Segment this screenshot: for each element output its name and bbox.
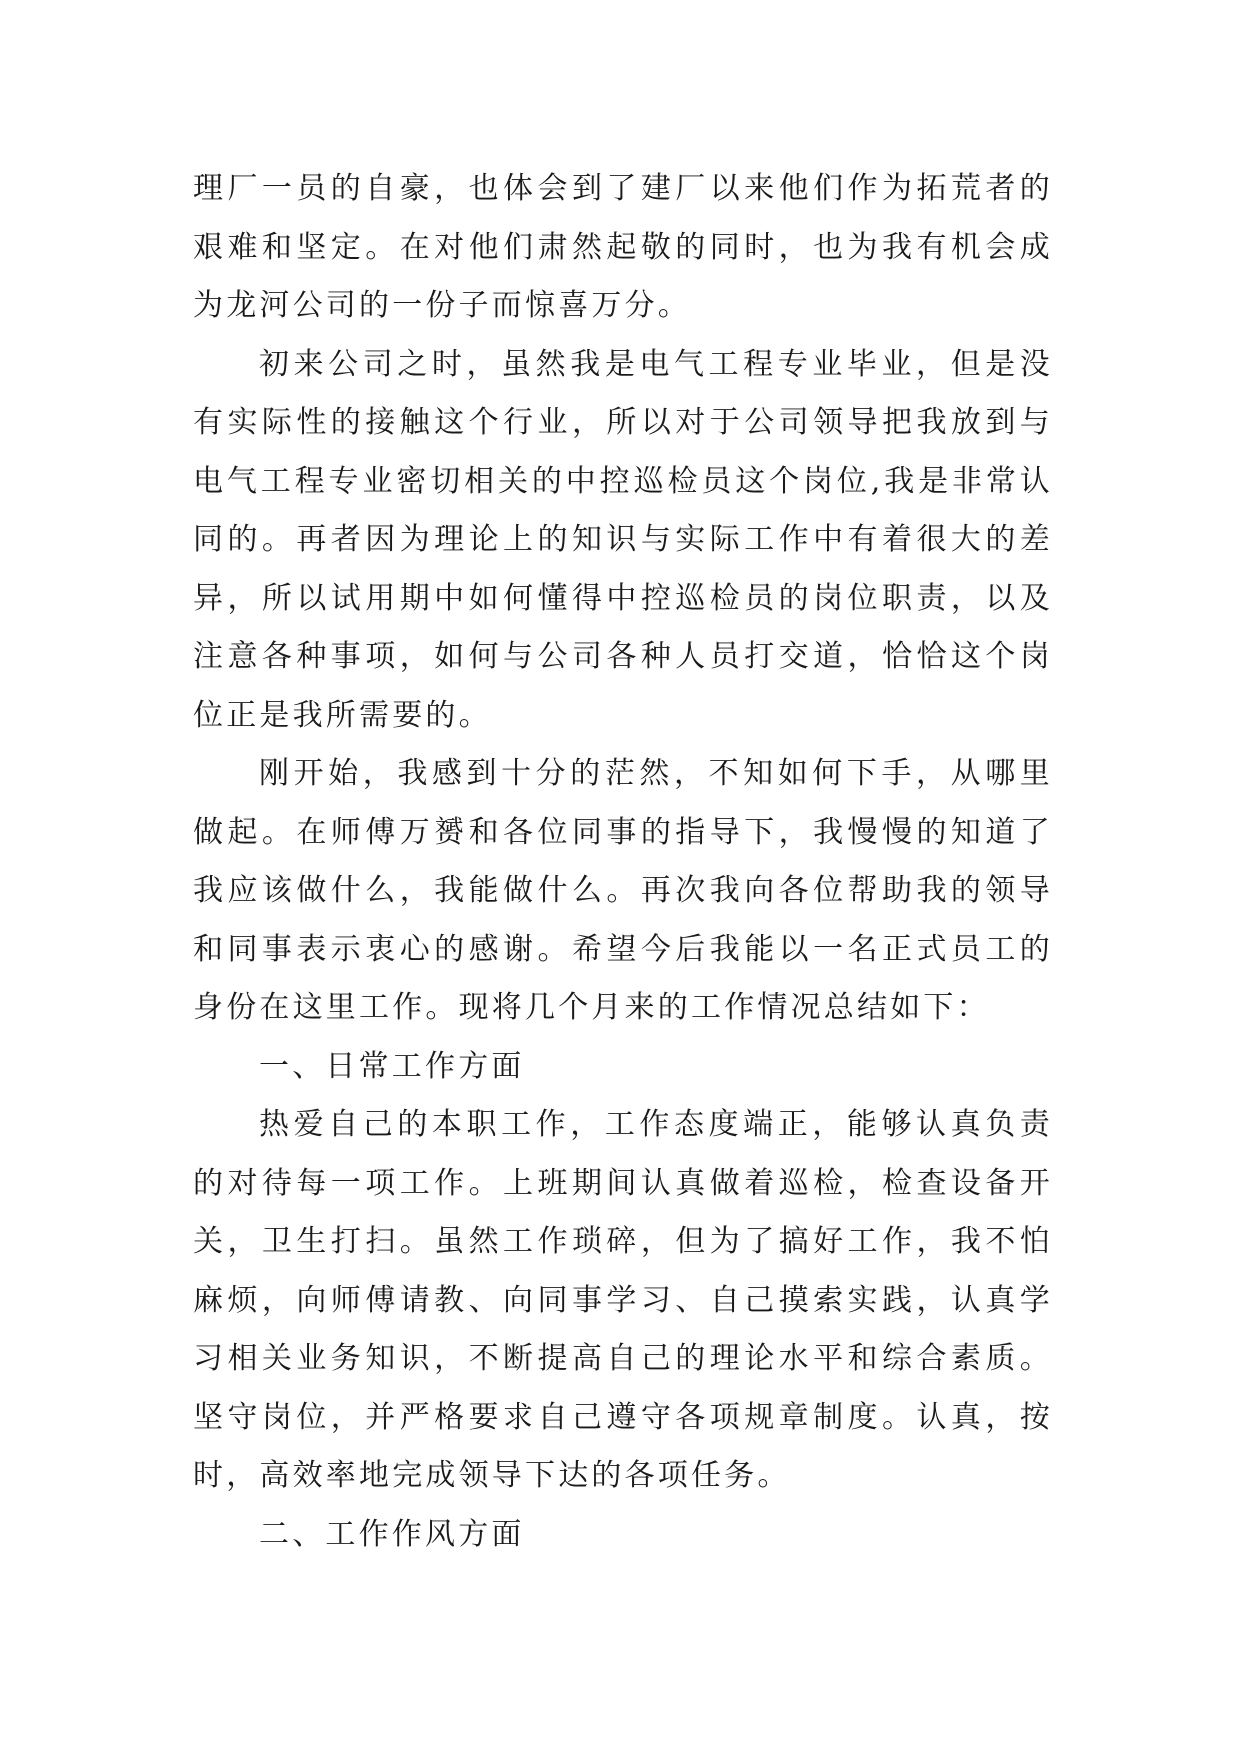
- paragraph-arrival: 初来公司之时，虽然我是电气工程专业毕业，但是没有实际性的接触这个行业，所以对于公司领导把我放到与电气工程专业密切相关的中控巡检员这个岗位,我是非常认同的。再者因为理论上的知识与实际工作中有着很大的差异，所以试用期中如何懂得中控巡检员的岗位职责，以及注意各种事项，如何与公司各种人员打交道，恰恰这个岗位正是我所需要的。: [193, 346, 1053, 733]
- paragraph-daily-work: 热爱自己的本职工作，工作态度端正，能够认真负责的对待每一项工作。上班期间认真做着巡检，检查设备开关，卫生打扫。虽然工作琐碎，但为了搞好工作，我不怕麻烦，向师傅请教、向同事学习、自己摸索实践，认真学习相关业务知识，不断提高自己的理论水平和综合素质。坚守岗位，并严格要求自己遵守各项规章制度。认真，按时，高效率地完成领导下达的各项任务。: [193, 1107, 1053, 1493]
- paragraph-intro-continuation: 理厂一员的自豪，也体会到了建厂以来他们作为拓荒者的艰难和坚定。在对他们肃然起敬的同时，也为我有机会成为龙河公司的一份子而惊喜万分。: [193, 171, 1053, 323]
- section-heading-daily-work: 一、日常工作方面: [259, 1048, 525, 1084]
- document-body: [193, 160, 1053, 1564]
- paragraph-beginning: 刚开始，我感到十分的茫然，不知如何下手，从哪里做起。在师傅万赟和各位同事的指导下，我慢慢的知道了我应该做什么，我能做什么。再次我向各位帮助我的领导和同事表示衷心的感谢。希望今后我能以一名正式员工的身份在这里工作。现将几个月来的工作情况总结如下：: [193, 756, 1053, 1025]
- section-heading-work-style: 二、工作作风方面: [259, 1516, 525, 1552]
